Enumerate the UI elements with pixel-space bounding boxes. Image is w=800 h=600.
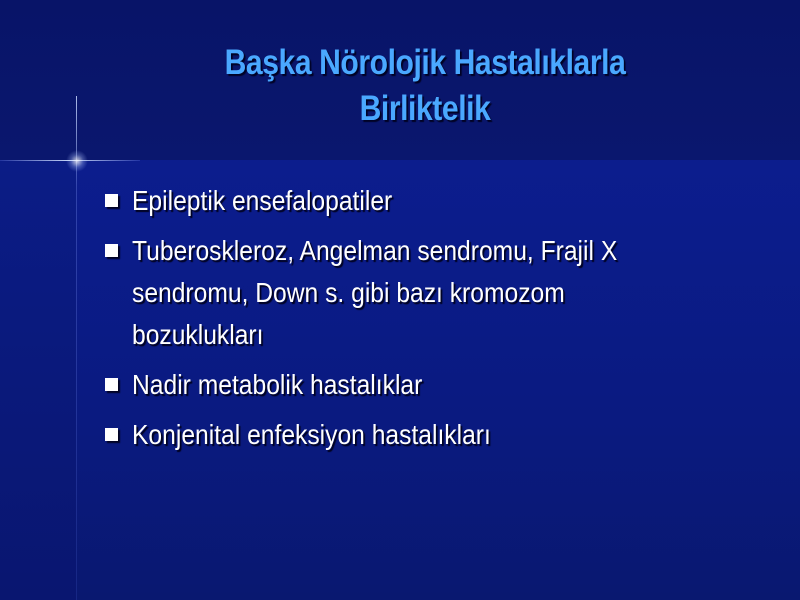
bullet-text [132,230,748,356]
square-bullet-icon [105,244,118,257]
square-bullet-icon [105,194,118,207]
bullet-text-line: Tuberoskleroz, Angelman sendromu, Frajil X [132,235,618,266]
bullet-text: Nadir metabolik hastalıklar [132,369,423,400]
bullet-item [100,230,780,356]
left-strip [0,160,76,600]
square-bullet-icon [105,428,118,441]
bullet-list [100,180,780,464]
bullet-text: Epileptik ensefalopatiler [132,185,393,216]
slide-title-line-1: Başka Nörolojik Hastalıklarla [224,43,626,82]
slide-title [146,40,705,132]
square-bullet-icon [105,378,118,391]
bullet-text-line: bozuklukları [132,319,264,350]
bullet-item [100,180,780,222]
bullet-item [100,364,780,406]
slide-title-line-2: Birliktelik [359,89,491,128]
bullet-item [100,414,780,456]
sparkle-icon [66,150,88,172]
bullet-text: Konjenital enfeksiyon hastalıkları [132,419,491,450]
bullet-text-line: sendromu, Down s. gibi bazı kromozom [132,277,565,308]
